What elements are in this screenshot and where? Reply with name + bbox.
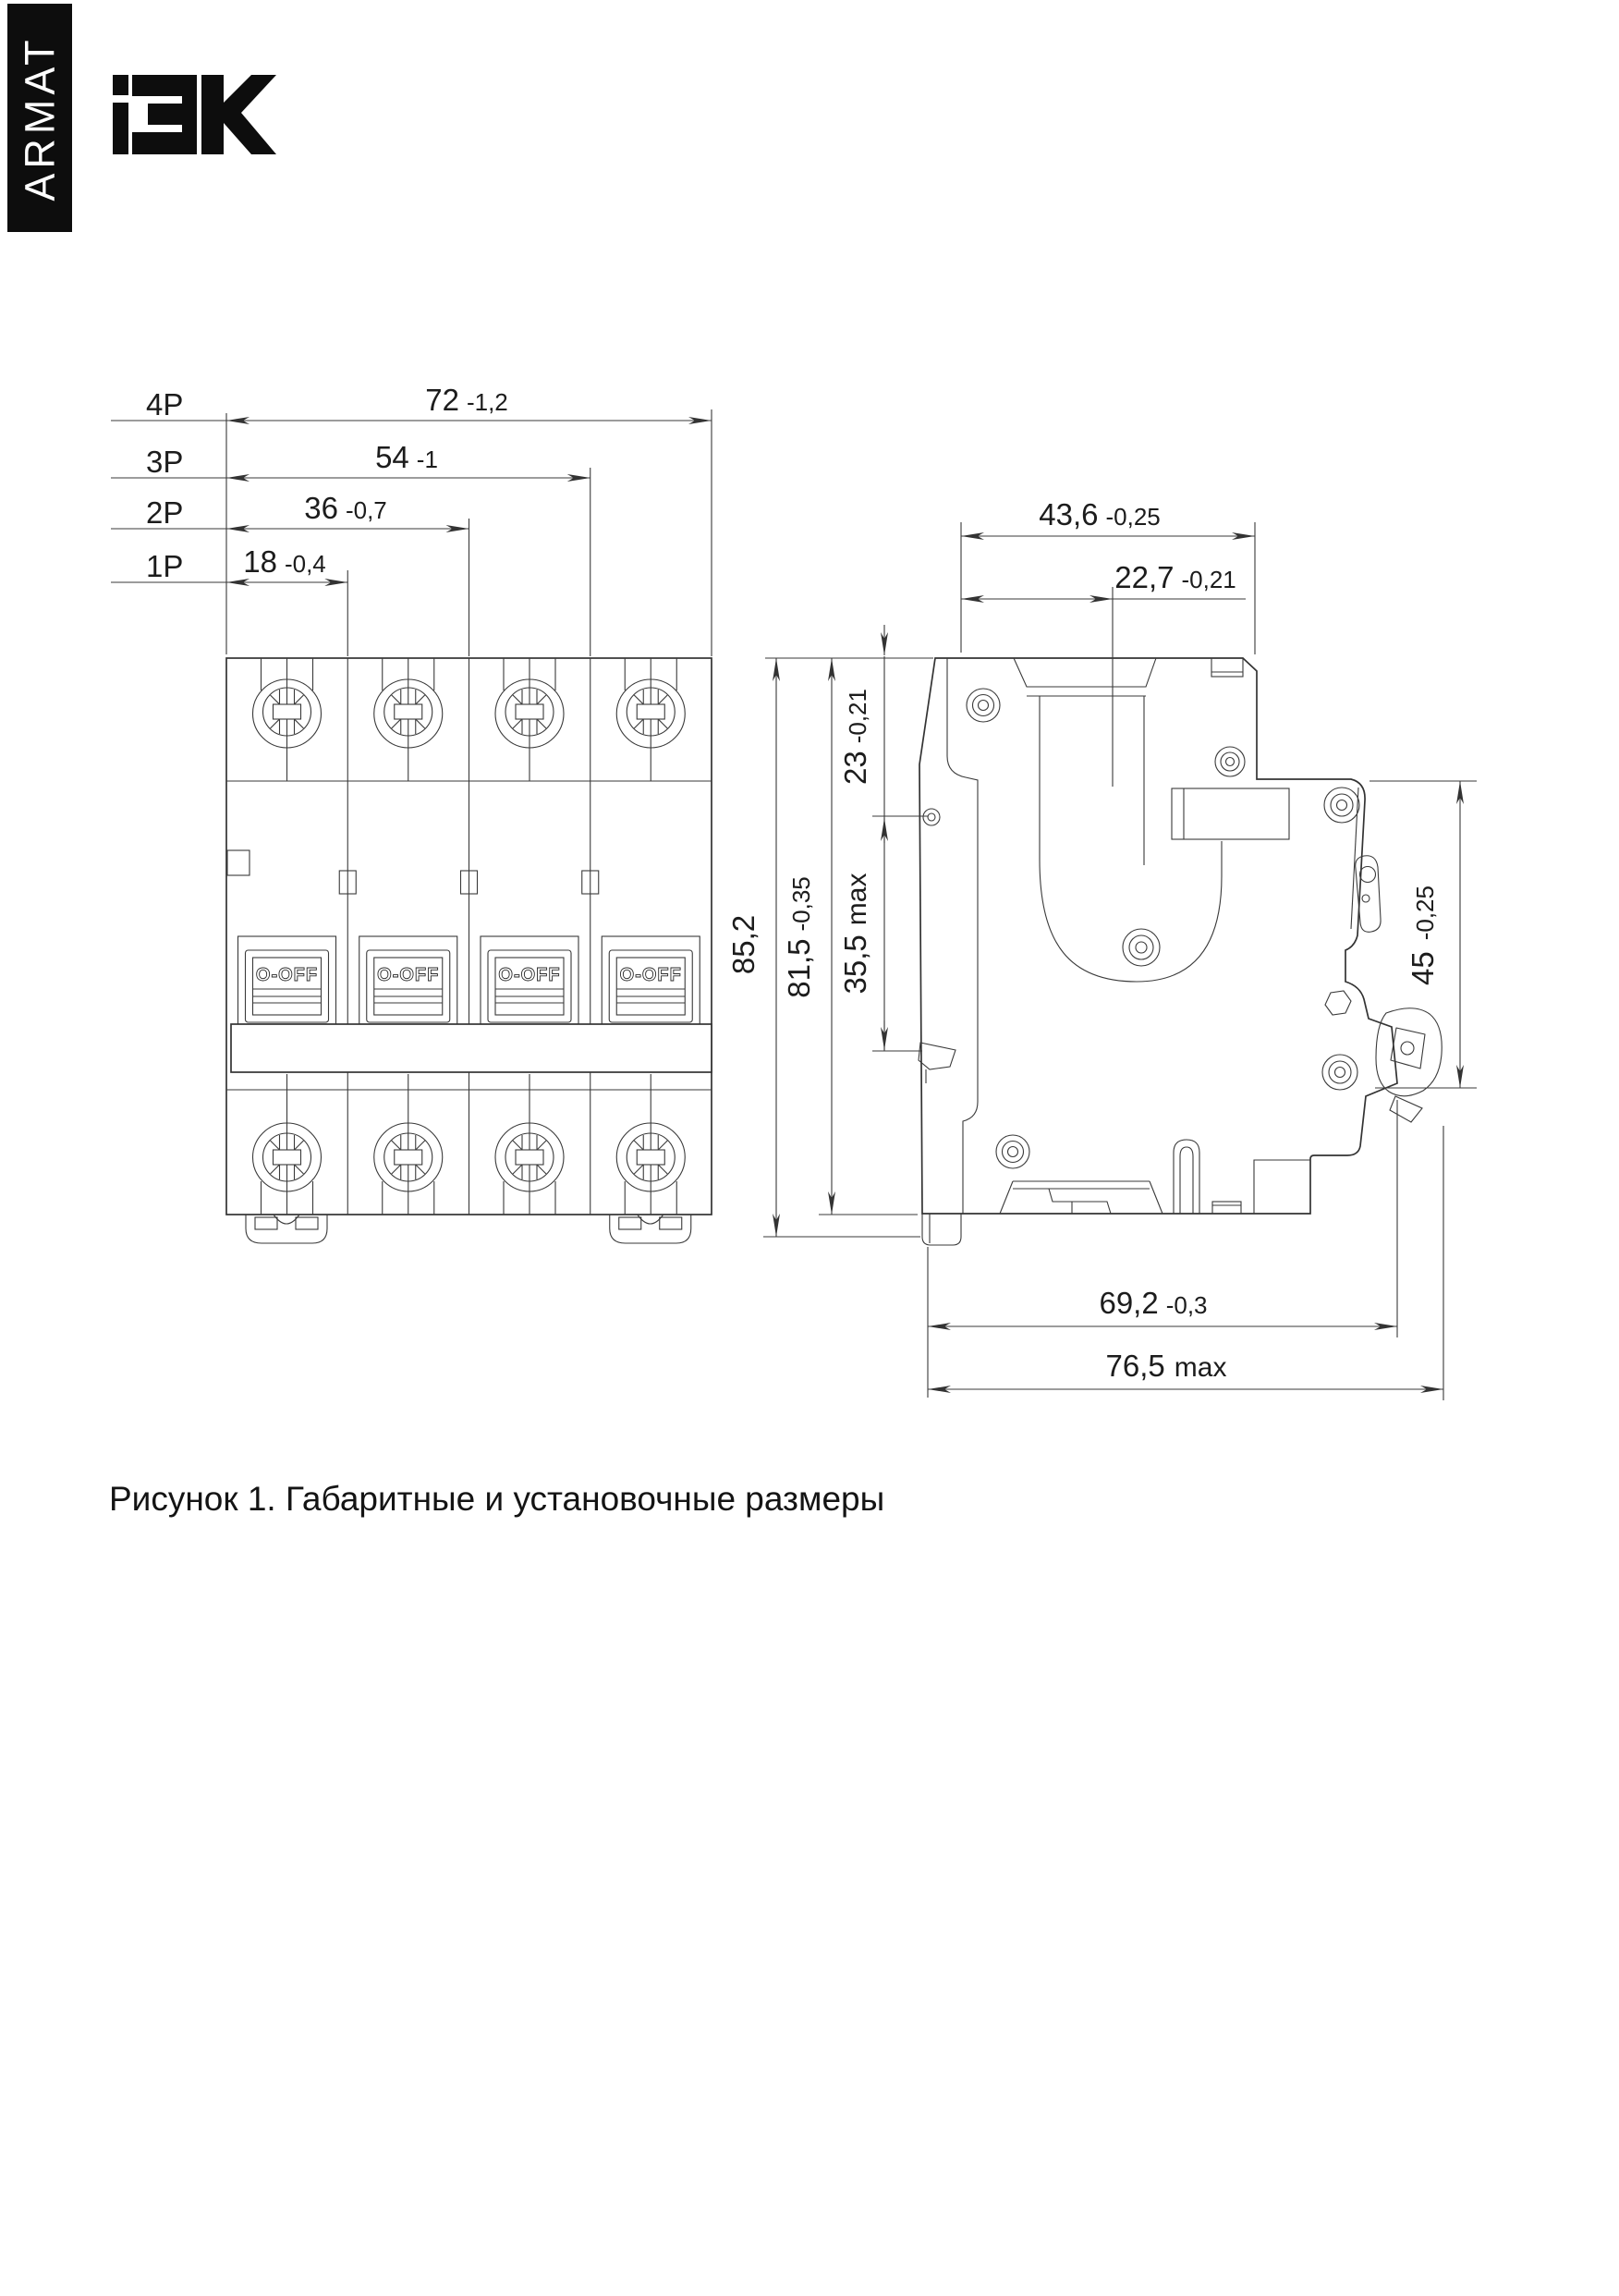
breaker-pole-4 (602, 658, 700, 1215)
din-clip-left (246, 1215, 327, 1243)
dim-total-height: 85,2 (726, 914, 761, 975)
dim-rail-span: 45-0,25 (1406, 885, 1440, 985)
dim-width-3p: 54 -1 (375, 440, 438, 474)
dim-width-2p: 36 -0,7 (304, 491, 387, 525)
breaker-pole-1 (238, 658, 336, 1215)
armat-vertical-label: ARMAT (16, 35, 64, 202)
front-view (226, 658, 712, 1243)
side-body-outline (919, 658, 1397, 1214)
front-view-dimensions (111, 383, 712, 656)
din-rail-recess (919, 1043, 1241, 1214)
iek-logo (113, 75, 276, 154)
dim-upper-width: 22,7 -0,21 (1114, 560, 1236, 594)
dim-width-1p: 18 -0,4 (243, 544, 326, 579)
dim-max-depth: 76,5 max (1105, 1349, 1227, 1383)
pole-label-1p: 1P (146, 549, 184, 583)
crossbar (231, 1024, 712, 1072)
dim-front-depth: 23-0,21 (838, 689, 872, 785)
din-clip-right (610, 1215, 691, 1243)
pole-label-3p: 3P (146, 445, 184, 479)
terminal-screw-head (1376, 1008, 1442, 1096)
brand-header (7, 4, 276, 232)
dim-din-recess: 35,5max (838, 873, 872, 995)
hex-hole (1325, 991, 1351, 1015)
dim-lower-depth: 69,2 -0,3 (1099, 1286, 1208, 1320)
dim-width-4p: 72 -1,2 (425, 383, 508, 417)
pole-label-2p: 2P (146, 495, 184, 530)
rivets (923, 689, 1359, 1168)
breaker-pole-2 (359, 658, 457, 1215)
side-view-dimensions (726, 497, 1477, 1400)
figure-caption: Рисунок 1. Габаритные и установочные размеры (109, 1480, 885, 1518)
side-view (919, 658, 1442, 1245)
pole-label-4p: 4P (146, 387, 184, 421)
dim-top-width: 43,6 -0,25 (1039, 497, 1161, 531)
breaker-pole-3 (481, 658, 578, 1215)
dim-body-height: 81,5-0,35 (782, 876, 816, 998)
